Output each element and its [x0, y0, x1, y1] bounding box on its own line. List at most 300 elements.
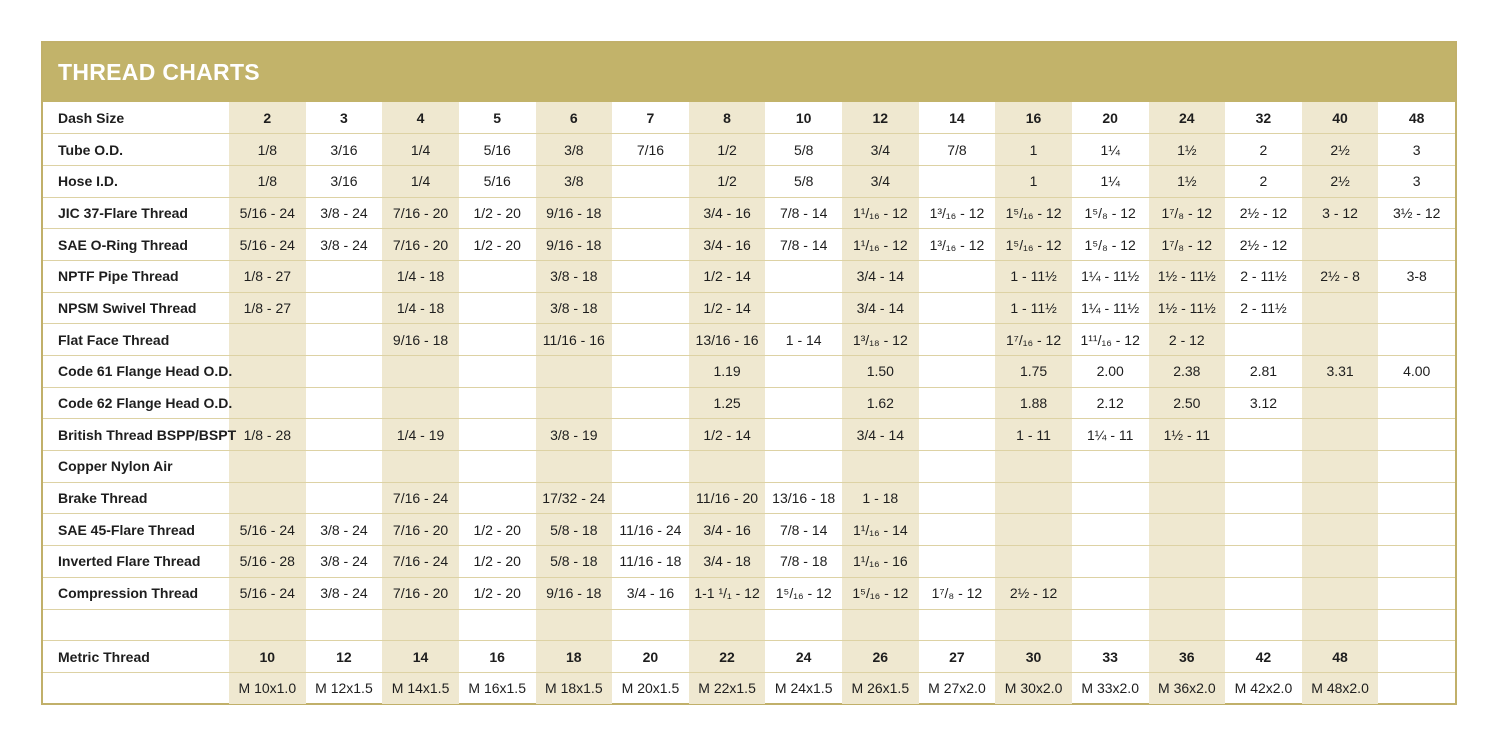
table-cell: 7/16 - 20 — [382, 229, 459, 261]
row-label: Brake Thread — [43, 482, 229, 514]
table-cell: 4 — [382, 102, 459, 134]
table-cell: 1/2 — [689, 165, 766, 197]
table-cell — [842, 451, 919, 483]
row-label: Code 61 Flange Head O.D. — [43, 356, 229, 388]
table-cell: 3 — [1378, 134, 1455, 166]
chart-header-banner — [43, 43, 1455, 102]
table-cell: 26 — [842, 641, 919, 673]
row-label: JIC 37-Flare Thread — [43, 197, 229, 229]
table-cell: 1⁵/₁₆ - 12 — [995, 197, 1072, 229]
table-cell: 7/8 - 14 — [765, 197, 842, 229]
table-cell — [1225, 546, 1302, 578]
table-cell — [1378, 577, 1455, 609]
table-cell: 1³/₁₆ - 12 — [919, 229, 996, 261]
table-cell — [1378, 324, 1455, 356]
table-cell — [919, 292, 996, 324]
table-cell — [612, 419, 689, 451]
table-cell: 3/16 — [306, 134, 383, 166]
table-cell: 1/2 - 20 — [459, 514, 536, 546]
table-cell: 1½ - 11½ — [1149, 260, 1226, 292]
table-cell — [1302, 609, 1379, 641]
table-cell: 2.00 — [1072, 356, 1149, 388]
table-cell: M 10x1.0 — [229, 672, 306, 704]
table-cell — [612, 451, 689, 483]
table-row — [43, 577, 1455, 609]
table-cell: 1 — [995, 134, 1072, 166]
table-cell — [1302, 292, 1379, 324]
table-cell — [1302, 546, 1379, 578]
table-cell: 1⁷/₈ - 12 — [1149, 229, 1226, 261]
table-cell: 3/4 - 16 — [689, 229, 766, 261]
table-cell: 1⁷/₁₆ - 12 — [995, 324, 1072, 356]
table-cell — [1225, 451, 1302, 483]
table-cell: 10 — [765, 102, 842, 134]
table-cell: 14 — [919, 102, 996, 134]
table-cell — [459, 482, 536, 514]
table-row — [43, 387, 1455, 419]
table-cell: 7/16 - 24 — [382, 546, 459, 578]
table-cell: 2½ — [1302, 165, 1379, 197]
table-cell — [382, 609, 459, 641]
table-cell: 3/8 — [536, 134, 613, 166]
table-cell: 5/16 — [459, 134, 536, 166]
table-cell — [306, 419, 383, 451]
table-cell: 30 — [995, 641, 1072, 673]
table-cell: 1/4 - 19 — [382, 419, 459, 451]
table-cell: 3/8 - 18 — [536, 292, 613, 324]
table-row — [43, 546, 1455, 578]
table-cell — [1072, 514, 1149, 546]
table-cell — [1378, 229, 1455, 261]
table-cell: 1³/₁₆ - 12 — [919, 197, 996, 229]
table-cell: 9/16 - 18 — [536, 197, 613, 229]
table-cell: 11/16 - 24 — [612, 514, 689, 546]
table-cell: 4.00 — [1378, 356, 1455, 388]
table-cell: 3/4 - 18 — [689, 546, 766, 578]
table-cell: 3/4 - 16 — [689, 197, 766, 229]
table-cell: 2 — [1225, 134, 1302, 166]
table-cell — [765, 260, 842, 292]
table-cell — [765, 387, 842, 419]
table-cell: 3 — [306, 102, 383, 134]
table-cell — [229, 356, 306, 388]
table-cell — [919, 324, 996, 356]
table-cell: 1¼ - 11½ — [1072, 260, 1149, 292]
table-cell — [306, 356, 383, 388]
table-cell — [919, 482, 996, 514]
table-cell: 3 - 12 — [1302, 197, 1379, 229]
table-cell — [1302, 324, 1379, 356]
table-cell — [1378, 609, 1455, 641]
table-cell — [1149, 609, 1226, 641]
table-cell — [1378, 672, 1455, 704]
table-cell: 1 - 11 — [995, 419, 1072, 451]
row-label: Flat Face Thread — [43, 324, 229, 356]
thread-table-body — [43, 102, 1455, 704]
table-cell: 1⁵/₈ - 12 — [1072, 229, 1149, 261]
table-cell — [229, 324, 306, 356]
table-cell — [689, 609, 766, 641]
table-cell — [995, 482, 1072, 514]
table-cell: 5/16 - 24 — [229, 577, 306, 609]
table-cell: 1/2 - 20 — [459, 577, 536, 609]
table-cell: 1¹¹/₁₆ - 12 — [1072, 324, 1149, 356]
table-cell: 17/32 - 24 — [536, 482, 613, 514]
table-cell — [229, 482, 306, 514]
table-cell: 1/8 - 27 — [229, 260, 306, 292]
table-cell: 16 — [995, 102, 1072, 134]
table-cell — [306, 387, 383, 419]
table-cell: 3/8 - 24 — [306, 514, 383, 546]
table-cell: 3/8 - 24 — [306, 229, 383, 261]
table-cell: 11/16 - 16 — [536, 324, 613, 356]
table-cell: 3/8 - 24 — [306, 577, 383, 609]
table-cell: 5/16 - 24 — [229, 197, 306, 229]
table-cell: 5/16 - 24 — [229, 514, 306, 546]
table-cell: 1½ - 11 — [1149, 419, 1226, 451]
table-cell: 1 - 14 — [765, 324, 842, 356]
table-cell — [306, 292, 383, 324]
table-cell — [1149, 546, 1226, 578]
table-cell: 2.50 — [1149, 387, 1226, 419]
table-cell: 2 - 12 — [1149, 324, 1226, 356]
table-cell: 24 — [765, 641, 842, 673]
row-label — [43, 609, 229, 641]
table-cell — [995, 514, 1072, 546]
thread-chart — [41, 41, 1457, 705]
table-cell: 1⁵/₈ - 12 — [1072, 197, 1149, 229]
table-cell — [459, 356, 536, 388]
table-cell — [536, 451, 613, 483]
row-label: Dash Size — [43, 102, 229, 134]
table-cell: 1½ — [1149, 134, 1226, 166]
table-cell: 1/4 - 18 — [382, 292, 459, 324]
table-cell — [459, 387, 536, 419]
table-cell: M 27x2.0 — [928, 680, 986, 697]
table-cell: 1/4 — [382, 134, 459, 166]
table-cell: 7/16 - 20 — [382, 514, 459, 546]
table-cell: 1⁷/₈ - 12 — [919, 577, 996, 609]
table-cell — [765, 419, 842, 451]
table-cell: 2½ — [1302, 134, 1379, 166]
table-cell: 9/16 - 18 — [382, 324, 459, 356]
table-cell — [1072, 577, 1149, 609]
table-cell: M 48x2.0 — [1302, 672, 1379, 704]
table-cell: 7/8 — [919, 134, 996, 166]
table-cell — [1225, 609, 1302, 641]
table-cell — [229, 387, 306, 419]
table-cell: 1/2 - 20 — [459, 229, 536, 261]
table-row — [43, 102, 1455, 134]
table-cell — [612, 197, 689, 229]
table-cell: 1 — [995, 165, 1072, 197]
table-cell — [536, 356, 613, 388]
table-cell — [306, 324, 383, 356]
table-cell — [306, 451, 383, 483]
table-cell: 20 — [612, 641, 689, 673]
table-cell: 1 - 11½ — [995, 260, 1072, 292]
table-cell: 1 - 11½ — [995, 292, 1072, 324]
table-cell: 1⁷/₈ - 12 — [1149, 197, 1226, 229]
table-cell — [459, 451, 536, 483]
table-cell: 1/2 - 14 — [689, 419, 766, 451]
table-cell: 12 — [306, 641, 383, 673]
row-label: Compression Thread — [43, 577, 229, 609]
table-cell — [382, 356, 459, 388]
table-cell: 1/8 - 28 — [229, 419, 306, 451]
thread-table — [43, 102, 1455, 704]
table-cell: 3/4 - 16 — [689, 514, 766, 546]
table-cell: 1/2 - 20 — [459, 546, 536, 578]
table-cell: 2 - 11½ — [1225, 260, 1302, 292]
table-cell — [612, 260, 689, 292]
table-cell: 3/4 - 14 — [842, 419, 919, 451]
table-row — [43, 451, 1455, 483]
table-cell — [1378, 387, 1455, 419]
table-cell: M 24x1.5 — [774, 680, 833, 697]
table-cell — [1225, 577, 1302, 609]
table-cell: 42 — [1225, 641, 1302, 673]
table-cell — [919, 356, 996, 388]
table-cell: 3/8 — [536, 165, 613, 197]
table-cell: 7/8 - 18 — [765, 546, 842, 578]
table-cell: M 42x2.0 — [1234, 680, 1293, 697]
table-cell — [382, 451, 459, 483]
table-cell — [1072, 546, 1149, 578]
table-cell — [919, 609, 996, 641]
table-cell: 1/8 — [229, 165, 306, 197]
table-cell: 1¼ — [1072, 134, 1149, 166]
table-cell: M 12x1.5 — [315, 680, 373, 697]
table-cell — [1378, 546, 1455, 578]
table-cell — [1378, 292, 1455, 324]
table-cell — [612, 482, 689, 514]
table-cell: 7/8 - 14 — [765, 514, 842, 546]
table-cell: 2.12 — [1072, 387, 1149, 419]
table-row — [43, 197, 1455, 229]
table-cell: 2½ - 12 — [995, 577, 1072, 609]
table-cell — [995, 451, 1072, 483]
table-row — [43, 641, 1455, 673]
table-cell: 1¹/₁₆ - 16 — [842, 546, 919, 578]
table-cell: 1¼ - 11 — [1072, 419, 1149, 451]
table-row — [43, 482, 1455, 514]
table-cell: 10 — [229, 641, 306, 673]
table-cell — [765, 292, 842, 324]
table-cell: 7/16 — [612, 134, 689, 166]
table-cell: 3/8 - 24 — [306, 197, 383, 229]
table-cell: M 18x1.5 — [536, 672, 613, 704]
table-cell: M 14x1.5 — [382, 672, 459, 704]
table-cell: 5/8 - 18 — [536, 514, 613, 546]
row-label — [43, 672, 229, 704]
table-cell — [459, 324, 536, 356]
table-cell: 5/16 - 28 — [229, 546, 306, 578]
row-label: Hose I.D. — [43, 165, 229, 197]
table-cell: 48 — [1302, 641, 1379, 673]
table-cell: 13/16 - 18 — [765, 482, 842, 514]
chart-title: THREAD CHARTS — [58, 59, 260, 85]
table-cell: 36 — [1149, 641, 1226, 673]
table-cell: 1¹/₁₆ - 12 — [842, 197, 919, 229]
table-cell: 1⁵/₁₆ - 12 — [842, 577, 919, 609]
table-cell: 1/4 — [382, 165, 459, 197]
table-cell: 1.62 — [842, 387, 919, 419]
table-cell: 7 — [612, 102, 689, 134]
table-cell: M 26x1.5 — [842, 672, 919, 704]
table-cell: M 22x1.5 — [689, 672, 766, 704]
table-cell: 1.19 — [689, 356, 766, 388]
table-cell: 32 — [1225, 102, 1302, 134]
row-label: Copper Nylon Air — [43, 451, 229, 483]
table-cell — [382, 387, 459, 419]
table-cell: 8 — [689, 102, 766, 134]
table-cell: 1³/₁₈ - 12 — [842, 324, 919, 356]
table-cell — [1302, 514, 1379, 546]
table-row — [43, 229, 1455, 261]
table-cell: 22 — [689, 641, 766, 673]
table-cell: 20 — [1072, 102, 1149, 134]
table-cell: 1⁵/₁₆ - 12 — [765, 577, 842, 609]
table-cell — [306, 482, 383, 514]
table-cell — [1302, 387, 1379, 419]
table-cell: 2½ - 12 — [1225, 197, 1302, 229]
table-cell: 11/16 - 18 — [612, 546, 689, 578]
table-cell: 1-1 ¹/₁ - 12 — [689, 577, 766, 609]
table-cell: 3/8 - 19 — [536, 419, 613, 451]
table-cell: M 33x2.0 — [1081, 680, 1139, 697]
table-cell — [306, 260, 383, 292]
table-cell: 40 — [1302, 102, 1379, 134]
table-cell: 1/8 — [229, 134, 306, 166]
table-row — [43, 609, 1455, 641]
table-cell — [1225, 419, 1302, 451]
table-cell: 1/8 - 27 — [229, 292, 306, 324]
row-label: Metric Thread — [43, 641, 229, 673]
table-cell: 1⁵/₁₆ - 12 — [995, 229, 1072, 261]
table-row — [43, 134, 1455, 166]
table-cell: M 20x1.5 — [621, 680, 680, 697]
table-cell — [765, 451, 842, 483]
table-cell — [1072, 609, 1149, 641]
table-cell — [1302, 229, 1379, 261]
table-cell: 24 — [1149, 102, 1226, 134]
table-cell — [1149, 451, 1226, 483]
table-cell — [459, 260, 536, 292]
table-cell: 33 — [1072, 641, 1149, 673]
table-cell: 3.31 — [1302, 356, 1379, 388]
table-cell: 3/4 — [842, 134, 919, 166]
table-cell: 2 - 11½ — [1225, 292, 1302, 324]
table-cell: 7/16 - 20 — [382, 197, 459, 229]
table-cell: 7/16 - 20 — [382, 577, 459, 609]
table-cell: 3½ - 12 — [1378, 197, 1455, 229]
table-cell: 1¼ — [1072, 165, 1149, 197]
table-row — [43, 292, 1455, 324]
table-cell — [919, 546, 996, 578]
table-cell: 1/2 - 14 — [689, 260, 766, 292]
table-cell: 1.50 — [842, 356, 919, 388]
table-cell: 2.38 — [1149, 356, 1226, 388]
row-label: Tube O.D. — [43, 134, 229, 166]
table-cell: 5/16 - 24 — [229, 229, 306, 261]
table-cell — [612, 292, 689, 324]
table-cell: 12 — [842, 102, 919, 134]
table-cell — [842, 609, 919, 641]
table-cell — [1149, 514, 1226, 546]
table-cell: 5/8 - 18 — [536, 546, 613, 578]
table-cell: 1/2 — [689, 134, 766, 166]
table-cell: 1/2 - 20 — [459, 197, 536, 229]
table-cell — [919, 165, 996, 197]
table-cell: 1.25 — [689, 387, 766, 419]
table-cell: 1/4 - 18 — [382, 260, 459, 292]
table-row — [43, 260, 1455, 292]
table-cell — [612, 387, 689, 419]
table-cell — [459, 609, 536, 641]
table-cell — [612, 609, 689, 641]
table-cell — [612, 356, 689, 388]
table-cell — [765, 356, 842, 388]
table-cell: 3/8 - 24 — [306, 546, 383, 578]
table-cell — [459, 292, 536, 324]
table-cell: M 16x1.5 — [468, 680, 526, 697]
table-cell: 5 — [459, 102, 536, 134]
table-cell — [612, 229, 689, 261]
table-cell — [1302, 482, 1379, 514]
table-cell: 3 — [1378, 165, 1455, 197]
table-cell — [1378, 641, 1455, 673]
table-cell — [1302, 451, 1379, 483]
table-cell: 7/16 - 24 — [382, 482, 459, 514]
table-cell: 3-8 — [1378, 260, 1455, 292]
table-cell — [229, 609, 306, 641]
table-cell — [919, 260, 996, 292]
table-cell — [1378, 451, 1455, 483]
table-cell: 5/8 — [765, 134, 842, 166]
table-cell — [1072, 482, 1149, 514]
table-cell: 16 — [459, 641, 536, 673]
table-row — [43, 514, 1455, 546]
table-cell: 1½ — [1149, 165, 1226, 197]
table-cell — [1302, 577, 1379, 609]
table-cell: 3/4 — [842, 165, 919, 197]
table-cell: 1.88 — [995, 387, 1072, 419]
table-cell: 1.75 — [995, 356, 1072, 388]
table-cell — [612, 324, 689, 356]
table-cell — [1378, 482, 1455, 514]
table-row — [43, 165, 1455, 197]
table-cell — [229, 451, 306, 483]
row-label: NPSM Swivel Thread — [43, 292, 229, 324]
table-cell — [1378, 419, 1455, 451]
table-row — [43, 324, 1455, 356]
table-cell: 13/16 - 16 — [689, 324, 766, 356]
table-cell: 2 — [229, 102, 306, 134]
table-cell — [1072, 451, 1149, 483]
table-cell: 3/16 — [306, 165, 383, 197]
table-cell — [1302, 419, 1379, 451]
table-cell: M 30x2.0 — [995, 672, 1072, 704]
table-cell — [1225, 482, 1302, 514]
table-cell: 3/4 - 14 — [842, 260, 919, 292]
table-cell — [1149, 482, 1226, 514]
table-cell: M 36x2.0 — [1149, 672, 1226, 704]
table-cell: 48 — [1378, 102, 1455, 134]
table-cell: 11/16 - 20 — [689, 482, 766, 514]
table-cell — [1225, 324, 1302, 356]
table-cell: 3/4 - 16 — [612, 577, 689, 609]
